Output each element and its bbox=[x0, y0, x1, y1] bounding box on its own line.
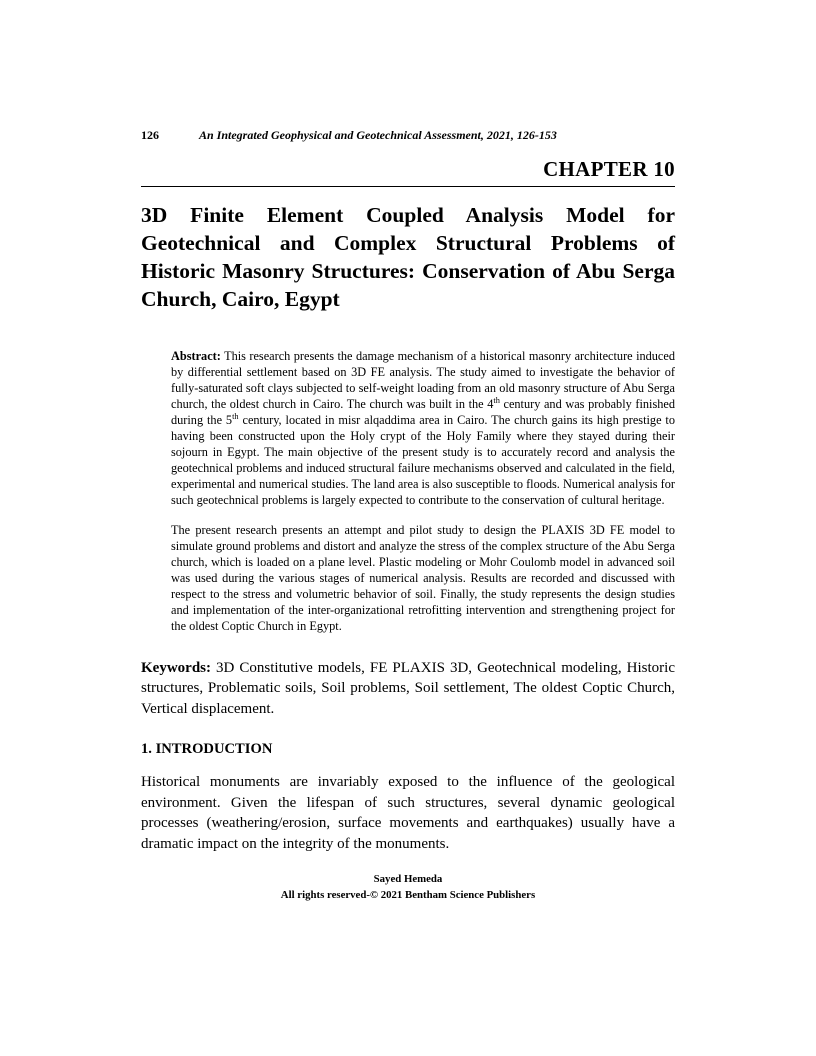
abstract-paragraph-2: The present research presents an attempt and pilot study to design the PLAXIS 3D FE model to simulate ground problems and distort and analyze the stress of the complex structure of the Abu Serga church, which is loaded on a plane level. Plastic modeling or Mohr Coulomb model in advanced soil was used during the various stages of numerical analysis. Results are recorded and discussed with respect to the stress and volumetric behavior of soil. Finally, the study represents the design studies and implementation of the inter-organizational retrofitting intervention and strengthening project for the oldest Coptic Church in Egypt. bbox=[171, 522, 675, 634]
abstract-text-part-3: century, located in misr alqaddima area in Cairo. The church gains its high prestige to having been constructed upon the Holy crypt of the Holy Family where they stayed during their sojourn in Egypt. The main objective of the present study is to accurately record and analysis the geotechnical problems and induced structural failure mechanisms observed and calculated in the field, experimental and numerical studies. The land area is also susceptible to floods. Numerical analysis for such geotechnical problems is largely expected to contribute to the conservation of cultural heritage. bbox=[171, 413, 675, 508]
header-divider bbox=[141, 186, 675, 187]
abstract-label: Abstract: bbox=[171, 348, 221, 363]
abstract-superscript-1: th bbox=[493, 395, 500, 405]
footer-rights: All rights reserved-© 2021 Bentham Science Publishers bbox=[280, 888, 536, 901]
chapter-label: CHAPTER 10 bbox=[543, 157, 675, 181]
abstract-block bbox=[171, 348, 675, 635]
keywords bbox=[141, 658, 675, 719]
page-title: 3D Finite Element Coupled Analysis Model for Geotechnical and Complex Structural Problems of Historic Masonry Structures: Conservation of Abu Serga Church, Cairo, Egypt bbox=[141, 203, 675, 312]
page-content bbox=[141, 128, 675, 867]
keywords-text: 3D Constitutive models, FE PLAXIS 3D, Geotechnical modeling, Historic structures, Problematic soils, Soil problems, Soil settlement, The oldest Coptic Church, Vertical displacement. bbox=[141, 660, 675, 717]
abstract-paragraph-1 bbox=[171, 348, 675, 509]
section-paragraph-introduction: Historical monuments are invariably exposed to the influence of the geological environment. Given the lifespan of such structures, several dynamic geological processes (weathering/erosion, surface movements and earthquakes) usually have a dramatic impact on the integrity of the monuments. bbox=[141, 773, 675, 853]
keywords-label: Keywords: bbox=[141, 660, 211, 677]
abstract-superscript-2: th bbox=[232, 411, 239, 421]
section-heading-introduction: 1. INTRODUCTION bbox=[141, 740, 273, 757]
abstract-text-part-2: century and was probably finished during the 5 bbox=[171, 396, 675, 427]
footer-author: Sayed Hemeda bbox=[373, 873, 443, 885]
page-number: 126 bbox=[141, 128, 159, 142]
page-footer bbox=[141, 872, 675, 903]
running-head-title: An Integrated Geophysical and Geotechnical Assessment, 2021, 126-153 bbox=[199, 128, 557, 142]
running-head bbox=[141, 128, 675, 143]
abstract-text-part-1: This research presents the damage mechanism of a historical masonry architecture induced by differential settlement based on 3D FE analysis. The study aimed to investigate the behavior of fully-saturated soft clays subjected to self-weight loading from an old masonry structure of Abu Serga church, the oldest church in Cairo. The church was built in the 4 bbox=[171, 348, 675, 411]
